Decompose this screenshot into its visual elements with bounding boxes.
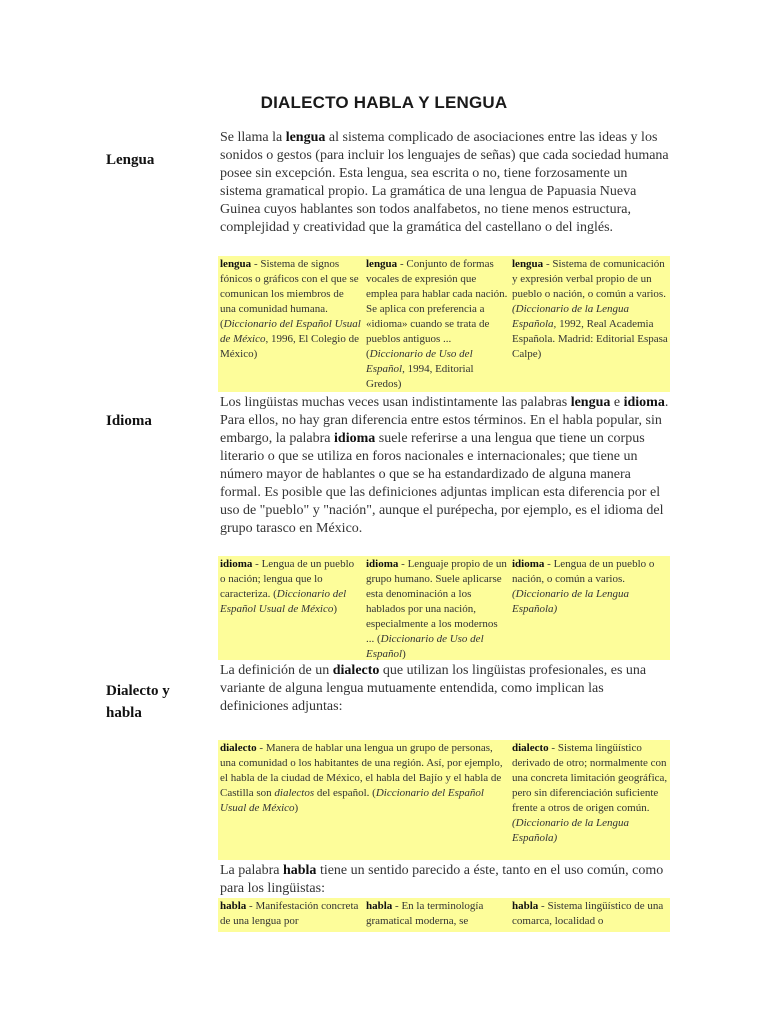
section-label-lengua: Lengua (106, 152, 155, 168)
source: Diccionario de Uso del Español (366, 633, 484, 660)
term: idioma (220, 558, 253, 570)
text: La definición de un (220, 663, 333, 678)
term: habla (220, 900, 247, 912)
keyword: lengua (570, 395, 611, 410)
text: - Lengua de un pueblo o nación; lengua que lo caracteriza. ( (220, 558, 355, 600)
text: del español. ( (314, 787, 376, 799)
document-title: DIALECTO HABLA Y LENGUA (260, 93, 508, 112)
term: habla (366, 900, 393, 912)
source: (Diccionario de la Lengua Española) (512, 817, 630, 844)
text: - Lenguaje propio de un grupo humano. Suele aplicarse esta denominación a los hablados por una nación, especialmente a los modernos ... ( (366, 558, 507, 645)
term: lengua (512, 258, 544, 270)
definition-cell (218, 556, 364, 660)
text: - Sistema de signos fónicos o gráficos con el que se comunican los miembros de una comunidad humana. ( (220, 258, 359, 330)
term: habla (512, 900, 539, 912)
definition-cell (510, 556, 670, 660)
dialecto-paragraph (220, 662, 672, 716)
definition-cell (218, 256, 364, 392)
term: dialecto (512, 742, 549, 754)
section-label-dialecto (106, 680, 170, 724)
label-line: habla (106, 705, 142, 721)
text: - Lengua de un pueblo o nación, o común a varios. (512, 558, 655, 585)
text: - Conjunto de formas vocales de expresión que emplea para hablar cada nación. Se aplica con preferencia a «idioma» cuando se trata de pueblos antiguos ... ( (366, 258, 508, 360)
text: - Manifestación concreta de una lengua por (220, 900, 359, 927)
text: Se llama la (220, 130, 286, 145)
text: . Para ellos, no hay gran diferencia entre estos términos. En el habla popular, sin embargo, la palabra (220, 395, 669, 446)
habla-definitions (218, 898, 670, 932)
keyword: lengua (285, 130, 326, 145)
keyword: idioma (334, 431, 376, 446)
habla-paragraph (220, 862, 672, 898)
emphasis: dialectos (274, 787, 315, 799)
lengua-definitions (218, 256, 670, 392)
term: idioma (366, 558, 399, 570)
idioma-paragraph (220, 394, 672, 538)
text: e (610, 395, 624, 410)
source: (Diccionario de la Lengua Española) (512, 588, 630, 615)
section-label-idioma: Idioma (106, 413, 152, 429)
definition-cell (510, 256, 670, 392)
keyword: habla (282, 863, 317, 878)
term: idioma (512, 558, 545, 570)
text: ) (333, 603, 338, 615)
text: suele referirse a una lengua que tiene un corpus literario o que se utiliza en foros nacionales e internacionales; que tiene un número mayor de hablantes o que se ha estandardizado de alguna manera formal. Es posible que las definiciones adjuntas implican esta diferencia por el uso de "pueblo" y "nación", aunque el purépecha, por ejemplo, es el idioma del grupo tarasco en México. (220, 431, 664, 536)
text: al sistema complicado de asociaciones entre las ideas y los sonidos o gestos (para incluir los lenguajes de señas) que cada sociedad humana posee sin excepción. Esta lengua, sea escrita o no, tiene forzosamente un sistema gramatical propio. La gramática de una lengua de Papuasia Nueva Guinea cuyos hablantes son todos analfabetos, no tiene menos estructura, complejidad y creatividad que la gramática del castellano o del inglés. (220, 130, 669, 235)
text: , 1996, El Colegio de México) (220, 333, 359, 360)
source: Diccionario del Español Usual de México (220, 318, 361, 345)
definition-cell (510, 740, 670, 860)
text: 1992, Real Academia Española. Madrid: Editorial Espasa Calpe) (512, 318, 668, 360)
definition-cell (364, 898, 510, 932)
text: ) (402, 648, 406, 660)
label-line: Dialecto y (106, 683, 170, 699)
source: Diccionario del Español Usual de México (220, 787, 484, 814)
keyword: idioma (623, 395, 665, 410)
source: Diccionario del Español Usual de México (220, 588, 347, 615)
term: lengua (366, 258, 398, 270)
text: - Sistema de comunicación y expresión verbal propio de un pueblo o nación, o común a varios. (512, 258, 666, 300)
idioma-definitions (218, 556, 670, 660)
text: - Sistema lingüístico de una comarca, localidad o (512, 900, 664, 927)
text: tiene un sentido parecido a éste, tanto en el uso común, como para los lingüistas: (220, 863, 664, 896)
text: , 1994, Editorial Gredos) (366, 363, 474, 390)
text: Los lingüistas muchas veces usan indistintamente las palabras (220, 395, 571, 410)
definition-cell (218, 740, 510, 860)
text: - En la terminología gramatical moderna, se (366, 900, 484, 927)
keyword: dialecto (332, 663, 380, 678)
definition-cell (364, 256, 510, 392)
text: - Sistema lingüístico derivado de otro; normalmente con una concreta limitación geográfica, pero sin diferenciación suficiente frente a otros de origen común. (512, 742, 668, 814)
lengua-paragraph (220, 129, 672, 237)
text: La palabra (220, 863, 283, 878)
source: (Diccionario de la Lengua Española, (512, 303, 630, 330)
text: que utilizan los lingüistas profesionales, es una variante de alguna lengua mutuamente entendida, como implican las definiciones adjuntas: (220, 663, 647, 714)
term: dialecto (220, 742, 257, 754)
term: lengua (220, 258, 252, 270)
source: Diccionario de Uso del Español (366, 348, 473, 375)
definition-cell (364, 556, 510, 660)
text: - Manera de hablar una lengua un grupo de personas, una comunidad o los habitantes de una región. Así, por ejemplo, el habla de la ciudad de México, el habla del Bajío y el habla de Castilla son (220, 742, 503, 799)
definition-cell (510, 898, 670, 932)
dialecto-definitions (218, 740, 670, 860)
text: ) (294, 802, 299, 814)
definition-cell (218, 898, 364, 932)
